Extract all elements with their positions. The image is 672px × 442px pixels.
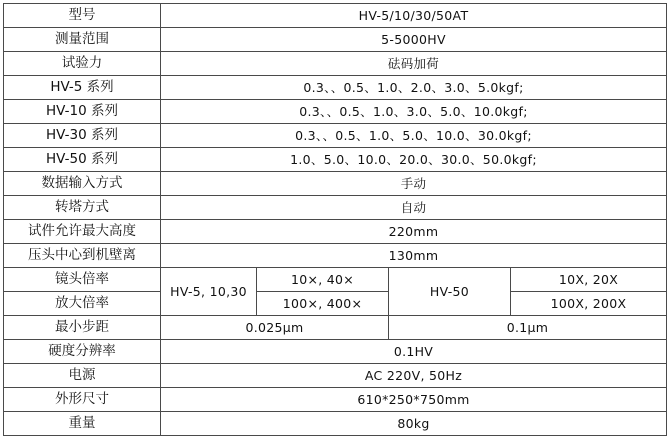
spec-value: 5-5000HV: [161, 28, 667, 52]
spec-value: 0.3、、0.5、1.0、2.0、3.0、5.0kgf;: [161, 76, 667, 100]
table-row: [4, 52, 667, 76]
spec-value: 手动: [161, 172, 667, 196]
spec-value: 130mm: [161, 244, 667, 268]
table-row: [4, 172, 667, 196]
spec-value: 0.3、、0.5、1.0、5.0、10.0、30.0kgf;: [161, 124, 667, 148]
table-row: [4, 340, 667, 364]
table-row: [4, 196, 667, 220]
table-row: [4, 148, 667, 172]
spec-label: HV-5 系列: [4, 76, 161, 100]
spec-value: 0.3、、0.5、1.0、3.0、5.0、10.0kgf;: [161, 100, 667, 124]
spec-label: HV-30 系列: [4, 124, 161, 148]
spec-value: 砝码加荷: [161, 52, 667, 76]
table-row: [4, 412, 667, 436]
spec-value: 80kg: [161, 412, 667, 436]
table-row: [4, 268, 667, 292]
spec-label: HV-10 系列: [4, 100, 161, 124]
spec-label: 放大倍率: [4, 292, 161, 316]
lens-magnification-b: 10X, 20X: [511, 268, 667, 292]
spec-label: 最小步距: [4, 316, 161, 340]
table-row: [4, 220, 667, 244]
spec-label: 镜头倍率: [4, 268, 161, 292]
spec-value: 610*250*750mm: [161, 388, 667, 412]
model-group-a: HV-5, 10,30: [161, 268, 257, 316]
spec-label: HV-50 系列: [4, 148, 161, 172]
spec-table: [3, 3, 667, 436]
table-row: [4, 388, 667, 412]
spec-label: 型号: [4, 4, 161, 28]
spec-label: 硬度分辨率: [4, 340, 161, 364]
table-row: [4, 316, 667, 340]
spec-value: AC 220V, 50Hz: [161, 364, 667, 388]
spec-value: HV-5/10/30/50AT: [161, 4, 667, 28]
table-row: [4, 244, 667, 268]
total-magnification-a: 100×, 400×: [257, 292, 389, 316]
table-row: [4, 292, 667, 316]
spec-label: 转塔方式: [4, 196, 161, 220]
spec-label: 数据输入方式: [4, 172, 161, 196]
spec-value: 自动: [161, 196, 667, 220]
table-row: [4, 4, 667, 28]
spec-value: 220mm: [161, 220, 667, 244]
spec-label: 试件允许最大高度: [4, 220, 161, 244]
spec-label: 试验力: [4, 52, 161, 76]
spec-label: 重量: [4, 412, 161, 436]
table-row: [4, 100, 667, 124]
spec-label: 压头中心到机壁离: [4, 244, 161, 268]
min-step-a: 0.025μm: [161, 316, 389, 340]
spec-label: 测量范围: [4, 28, 161, 52]
model-group-b: HV-50: [389, 268, 511, 316]
spec-value: 1.0、5.0、10.0、20.0、30.0、50.0kgf;: [161, 148, 667, 172]
spec-label: 外形尺寸: [4, 388, 161, 412]
spec-value: 0.1HV: [161, 340, 667, 364]
table-row: [4, 364, 667, 388]
lens-magnification-a: 10×, 40×: [257, 268, 389, 292]
total-magnification-b: 100X, 200X: [511, 292, 667, 316]
table-row: [4, 124, 667, 148]
min-step-b: 0.1μm: [389, 316, 667, 340]
table-row: [4, 28, 667, 52]
table-row: [4, 76, 667, 100]
spec-label: 电源: [4, 364, 161, 388]
